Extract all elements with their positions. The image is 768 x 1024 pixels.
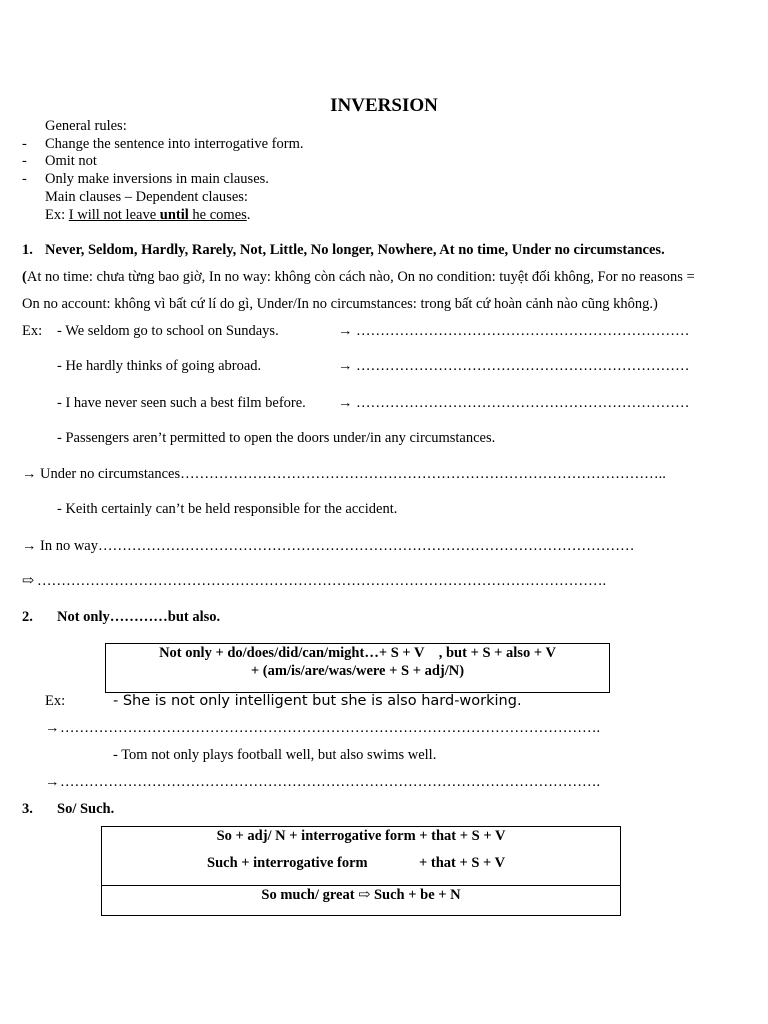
formula-line-1: Not only + do/does/did/can/might…+ S + V , but + S + also + V (159, 645, 556, 661)
section-1-ex-label: Ex: (22, 323, 43, 339)
section-1-number: 1. (22, 242, 33, 258)
general-rule-2: Omit not (45, 153, 97, 169)
rules-box-divider (101, 885, 621, 886)
right-arrow-icon: → (338, 323, 353, 339)
answer-dots: …………………………………………………………… (356, 358, 690, 374)
bullet-mark: - (22, 153, 27, 169)
rule-so: So + adj/ N + interrogative form + that + S + V (216, 828, 506, 844)
rule-so-much-text: So much/ great (261, 887, 355, 903)
section-1-heading: Never, Seldom, Hardly, Rarely, Not, Little, No longer, Nowhere, At no time, Under no circumstances. (45, 242, 665, 258)
example-period: . (246, 207, 251, 223)
section-2-example-2: - Tom not only plays football well, but also swims well. (113, 747, 437, 763)
section-2-answer-1 (45, 720, 600, 737)
hollow-arrow-icon: ⇨ (358, 887, 371, 903)
formula-line-2: + (am/is/are/was/were + S + adj/N) (250, 663, 465, 679)
general-rule-3: Only make inversions in main clauses. (45, 171, 269, 187)
note-text: At no time: chưa từng bao giờ, In no way: không còn cách nào, On no condition: tuyệt đối không, For no reasons = (26, 269, 695, 285)
answer-dots: ………………………………………………………………………………………………………. (37, 573, 607, 589)
general-example (45, 207, 250, 224)
right-arrow-icon: → (338, 395, 353, 411)
section-1-example-2: - He hardly thinks of going abroad. (57, 358, 262, 374)
bullet-mark: - (22, 171, 27, 187)
answer-line-2 (338, 358, 690, 375)
right-arrow-icon: → (22, 466, 37, 482)
rule-such-be-text: Such + be + N (373, 887, 461, 903)
paren-open: ( (22, 269, 27, 285)
section-3-heading: So/ Such. (57, 801, 115, 817)
section-1-example-1: - We seldom go to school on Sundays. (57, 323, 279, 339)
section-1-example-4: - Passengers aren’t permitted to open the doors under/in any circumstances. (57, 430, 496, 446)
example-dependent-clause: he comes (192, 207, 247, 223)
bullet-mark: - (22, 136, 27, 152)
section-3-number: 3. (22, 801, 33, 817)
answer-text: Under no circumstances……………………………………………………………………………………….. (40, 466, 666, 482)
answer-line-6 (22, 573, 606, 590)
answer-text: In no way………………………………………………………………………………………………… (40, 538, 635, 554)
section-2-heading: Not only…………but also. (57, 609, 221, 625)
example-label: Ex: (45, 207, 66, 223)
general-rules-heading: General rules: (45, 118, 127, 134)
section-1-example-3: - I have never seen such a best film before. (57, 395, 306, 411)
example-until: until (159, 207, 189, 223)
section-2-ex-label: Ex: (45, 693, 66, 709)
clauses-line: Main clauses – Dependent clauses: (45, 189, 248, 205)
answer-dots: …………………………………………………………………………………………………. (60, 774, 601, 790)
answer-dots: …………………………………………………………………………………………………. (60, 720, 601, 736)
answer-line-4 (22, 466, 666, 483)
right-arrow-icon: → (338, 358, 353, 374)
answer-line-1 (338, 323, 690, 340)
general-rule-1: Change the sentence into interrogative form. (45, 136, 304, 152)
answer-line-5 (22, 538, 635, 555)
section-1-note-line-2: On no account: không vì bất cứ lí do gì, Under/In no circumstances: trong bất cứ hoàn cảnh nào cũng không.) (22, 296, 658, 312)
section-1-note-line-1 (22, 269, 695, 286)
rule-so-much (101, 887, 621, 904)
section-2-number: 2. (22, 609, 33, 625)
rule-such-right: + that + S + V (419, 855, 506, 871)
section-1-example-5: - Keith certainly can’t be held responsible for the accident. (57, 501, 398, 517)
right-arrow-icon: → (45, 720, 60, 736)
answer-dots: …………………………………………………………… (356, 323, 690, 339)
page-title: INVERSION (330, 95, 438, 116)
hollow-arrow-icon: ⇨ (22, 573, 35, 589)
right-arrow-icon: → (22, 538, 37, 554)
answer-line-3 (338, 395, 690, 412)
answer-dots: …………………………………………………………… (356, 395, 690, 411)
section-2-answer-2 (45, 774, 600, 791)
section-2-example-1: - She is not only intelligent but she is also hard-working. (113, 693, 522, 709)
example-main-clause: I will not leave (68, 207, 157, 223)
right-arrow-icon: → (45, 774, 60, 790)
rule-such-left: Such + interrogative form (207, 855, 368, 871)
